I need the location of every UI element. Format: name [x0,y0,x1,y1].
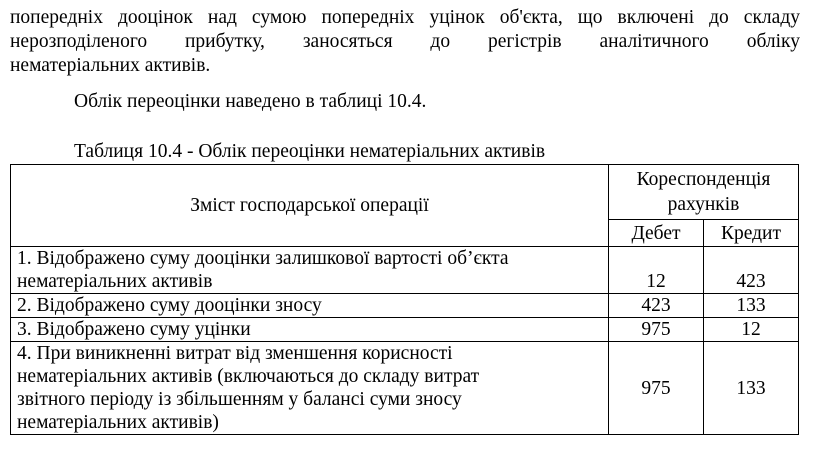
debit-cell: 975 [609,342,704,435]
operation-text-line: нематеріальних активів (включаються до складу витрат [17,366,480,387]
operation-text-line: 2. Відображено суму дооцінки зносу [17,295,322,316]
operation-text-line: звітного періоду із збільшенням у балансі суми зносу [17,389,462,410]
table-row [11,342,799,435]
operation-cell [11,318,609,342]
table-row [11,318,799,342]
operation-cell [11,247,609,294]
debit-cell: 975 [609,318,704,342]
credit-cell: 12 [704,318,799,342]
table-row [11,247,799,294]
header-correspondence: Кореспонденція рахунків [609,165,799,220]
credit-cell: 423 [704,247,799,294]
header-credit: Кредит [704,220,799,247]
credit-cell: 133 [704,342,799,435]
revaluation-table [10,164,799,435]
operation-text-line: нематеріальних активів [17,271,213,292]
table-header-row [11,165,799,220]
paragraph-line: нерозподіленого прибутку, заносяться до регістрів аналітичного обліку [10,31,800,52]
table-caption: Таблиця 10.4 - Облік переоцінки нематеріальних активів [74,141,546,162]
operation-text-line: 4. При виникненні витрат від зменшення корисності [17,343,453,364]
operation-text-line: 1. Відображено суму дооцінки залишкової вартості об’єкта [17,248,509,269]
header-debit: Дебет [609,220,704,247]
paragraph-line: попередніх дооцінок над сумою попередніх уцінок об'єкта, що включені до складу [10,7,800,28]
table-row [11,294,799,318]
paragraph-line: нематеріальних активів. [10,55,211,76]
credit-cell: 133 [704,294,799,318]
operation-cell [11,342,609,435]
header-operation: Зміст господарської операції [11,165,609,247]
paragraph-table-reference: Облік переоцінки наведено в таблиці 10.4. [74,91,427,112]
debit-cell: 12 [609,247,704,294]
operation-text-line: 3. Відображено суму уцінки [17,319,251,340]
debit-cell: 423 [609,294,704,318]
operation-text-line: нематеріальних активів) [17,412,219,433]
operation-cell [11,294,609,318]
